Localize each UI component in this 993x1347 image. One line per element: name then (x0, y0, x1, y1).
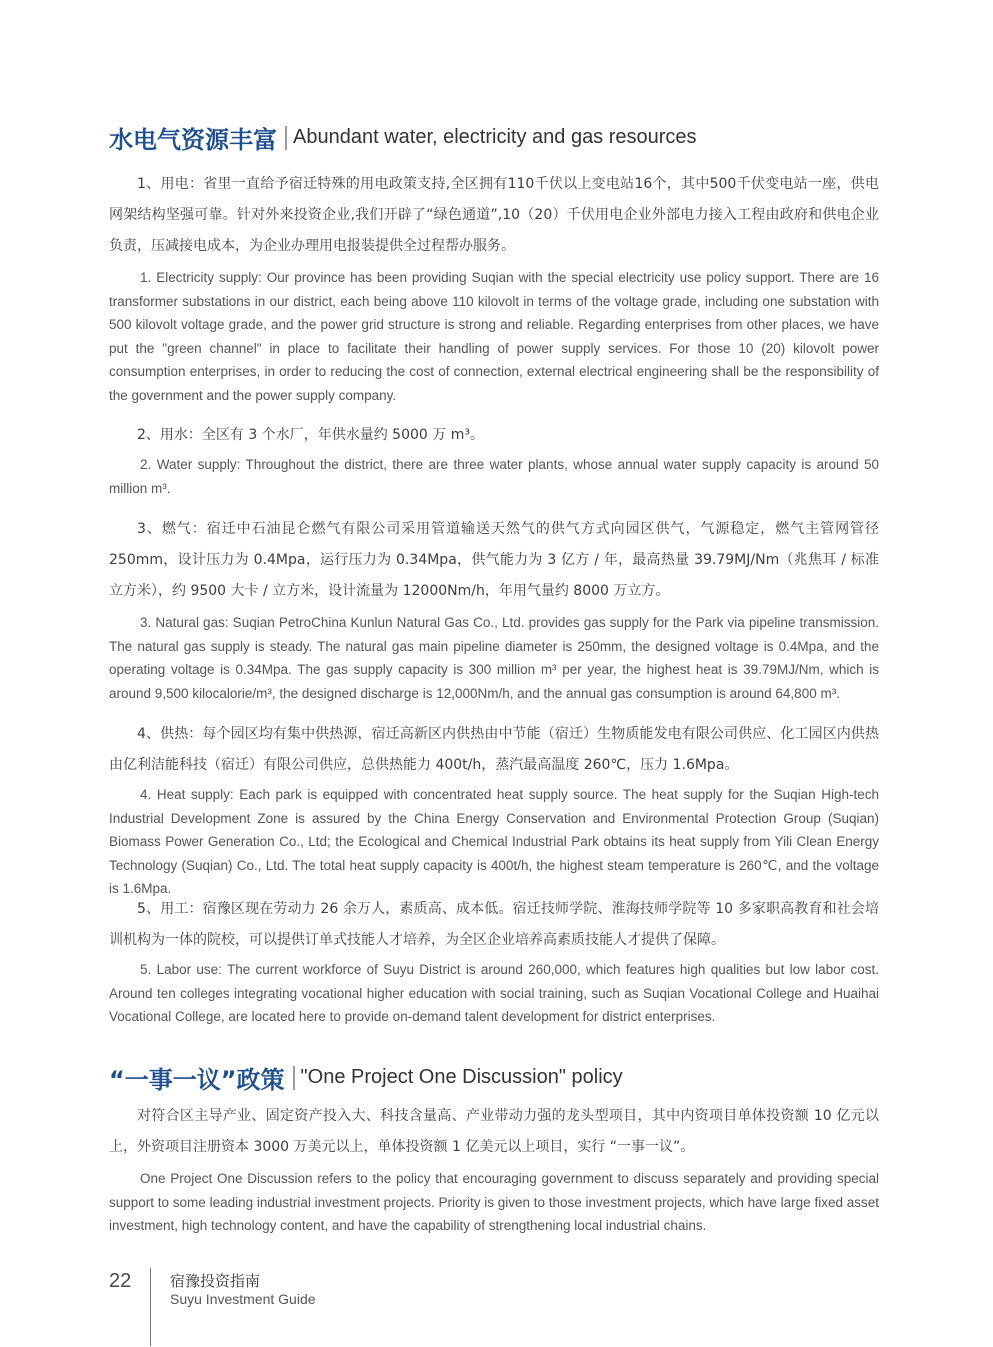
item-heat (109, 719, 879, 901)
heading-divider (285, 126, 287, 150)
item-heat-en: 4. Heat supply: Each park is equipped with concentrated heat supply source. The heat supply for the Suqian High-tech Industrial Development Zone is assured by the China Energy Conservation and Environmental Protection Group (Suqian) Biomass Power Generation Co., Ltd; the Ecological and Chemical Industrial Park obtains its heat supply from Yili Clean Energy Technology (Suqian) Co., Ltd. The total heat supply capacity is 400t/h, the highest steam temperature is 260℃, and the voltage is 1.6Mpa. (109, 787, 879, 896)
section2-title-en: "One Project One Discussion" policy (300, 1066, 623, 1088)
item-labor-cn: 5、用工：宿豫区现在劳动力 26 余万人，素质高、成本低。宿迁技师学院、淮海技师学院等 10 多家职高教育和社会培训机构为一体的院校，可以提供订单式技能人才培养，为全区企业培养高素质技能人才提供了保障。 (109, 901, 879, 948)
item-gas (109, 514, 879, 705)
item-labor (109, 894, 879, 1029)
footer-title-en: Suyu Investment Guide (170, 1291, 316, 1307)
section-heading-policy (109, 1060, 623, 1095)
item-water (109, 420, 879, 500)
page-number: 22 (109, 1270, 132, 1292)
section-heading-resources (109, 120, 697, 155)
item-labor-en: 5. Labor use: The current workforce of Suyu District is around 260,000, which features high qualities but low labor cost. Around ten colleges integrating vocational higher education with social training, such as Suqian Vocational College and Huaihai Vocational College, are located here to provide on-demand talent development for district enterprises. (109, 962, 879, 1024)
item-electricity (109, 169, 879, 407)
section-title-cn: 水电气资源丰富 (109, 126, 277, 154)
item-water-en: 2. Water supply: Throughout the district, there are three water plants, whose annual water supply capacity is around 50 million m³. (109, 457, 879, 496)
item-electricity-en: 1. Electricity supply: Our province has been providing Suqian with the special electricity use policy support. There are 16 transformer substations in our district, each being above 110 kilovolt in terms of the voltage grade, including one substation with 500 kilovolt voltage grade, and the power grid structure is strong and reliable. Regarding enterprises from other places, we have put the "green channel" in place to facilitate their handling of power supply services. For those 10 (20) kilovolt power consumption enterprises, in order to reducing the cost of connection, external electrical engineering shall be the responsibility of the government and the power supply company. (109, 270, 879, 403)
policy-en: One Project One Discussion refers to the policy that encouraging government to discuss separately and providing special support to some leading industrial investment projects. Priority is given to those investment projects, which have large fixed asset investment, high technology content, and have the capability of strengthening local industrial chains. (109, 1171, 879, 1233)
item-heat-cn: 4、供热：每个园区均有集中供热源，宿迁高新区内供热由中节能（宿迁）生物质能发电有限公司供应、化工园区内供热由亿利洁能科技（宿迁）有限公司供应，总供热能力 400t/h，蒸汽最高温度 260℃，压力 1.6Mpa。 (109, 726, 879, 773)
policy-body (109, 1101, 879, 1238)
heading-divider (293, 1066, 295, 1090)
policy-cn: 对符合区主导产业、固定资产投入大、科技含量高、产业带动力强的龙头型项目，其中内资项目单体投资额 10 亿元以上，外资项目注册资本 3000 万美元以上，单体投资额 1 亿美元以上项目，实行 “一事一议”。 (109, 1108, 879, 1155)
item-gas-en: 3. Natural gas: Suqian PetroChina Kunlun Natural Gas Co., Ltd. provides gas supply for the Park via pipeline transmission. The natural gas supply is steady. The natural gas main pipeline diameter is 250mm, the designed voltage is 0.4Mpa, and the operating voltage is 0.34Mpa. The gas supply capacity is 300 million m³ per year, the highest heat is 39.79MJ/Nm, which is around 9,500 kilocalorie/m³, the designed discharge is 12,000Nm/h, and the annual gas consumption is around 64,800 m³. (109, 615, 879, 701)
item-water-cn: 2、用水：全区有 3 个水厂，年供水量约 5000 万 m³。 (137, 427, 484, 443)
section2-title-cn: “一事一议”政策 (109, 1066, 285, 1094)
item-gas-cn: 3、燃气：宿迁中石油昆仑燃气有限公司采用管道输送天然气的供气方式向园区供气，气源稳定，燃气主管网管径 250mm，设计压力为 0.4Mpa，运行压力为 0.34Mpa，供气能力为 3 亿方 / 年，最高热量 39.79MJ/Nm（兆焦耳 / 标准立方米），约 9500 大卡 / 立方米，设计流量为 12000Nm/h，年用气量约 8000 万立方。 (109, 521, 879, 599)
footer-title-cn: 宿豫投资指南 (170, 1272, 261, 1290)
item-electricity-cn: 1、用电：省里一直给予宿迁特殊的用电政策支持,全区拥有110千伏以上变电站16个，其中500千伏变电站一座，供电网架结构坚强可靠。针对外来投资企业,我们开辟了“绿色通道”,10（20）千伏用电企业外部电力接入工程由政府和供电企业负责，压减接电成本，为企业办理用电报装提供全过程帮办服务。 (109, 176, 879, 254)
footer-divider (150, 1268, 151, 1346)
section-title-en: Abundant water, electricity and gas resources (293, 126, 697, 148)
